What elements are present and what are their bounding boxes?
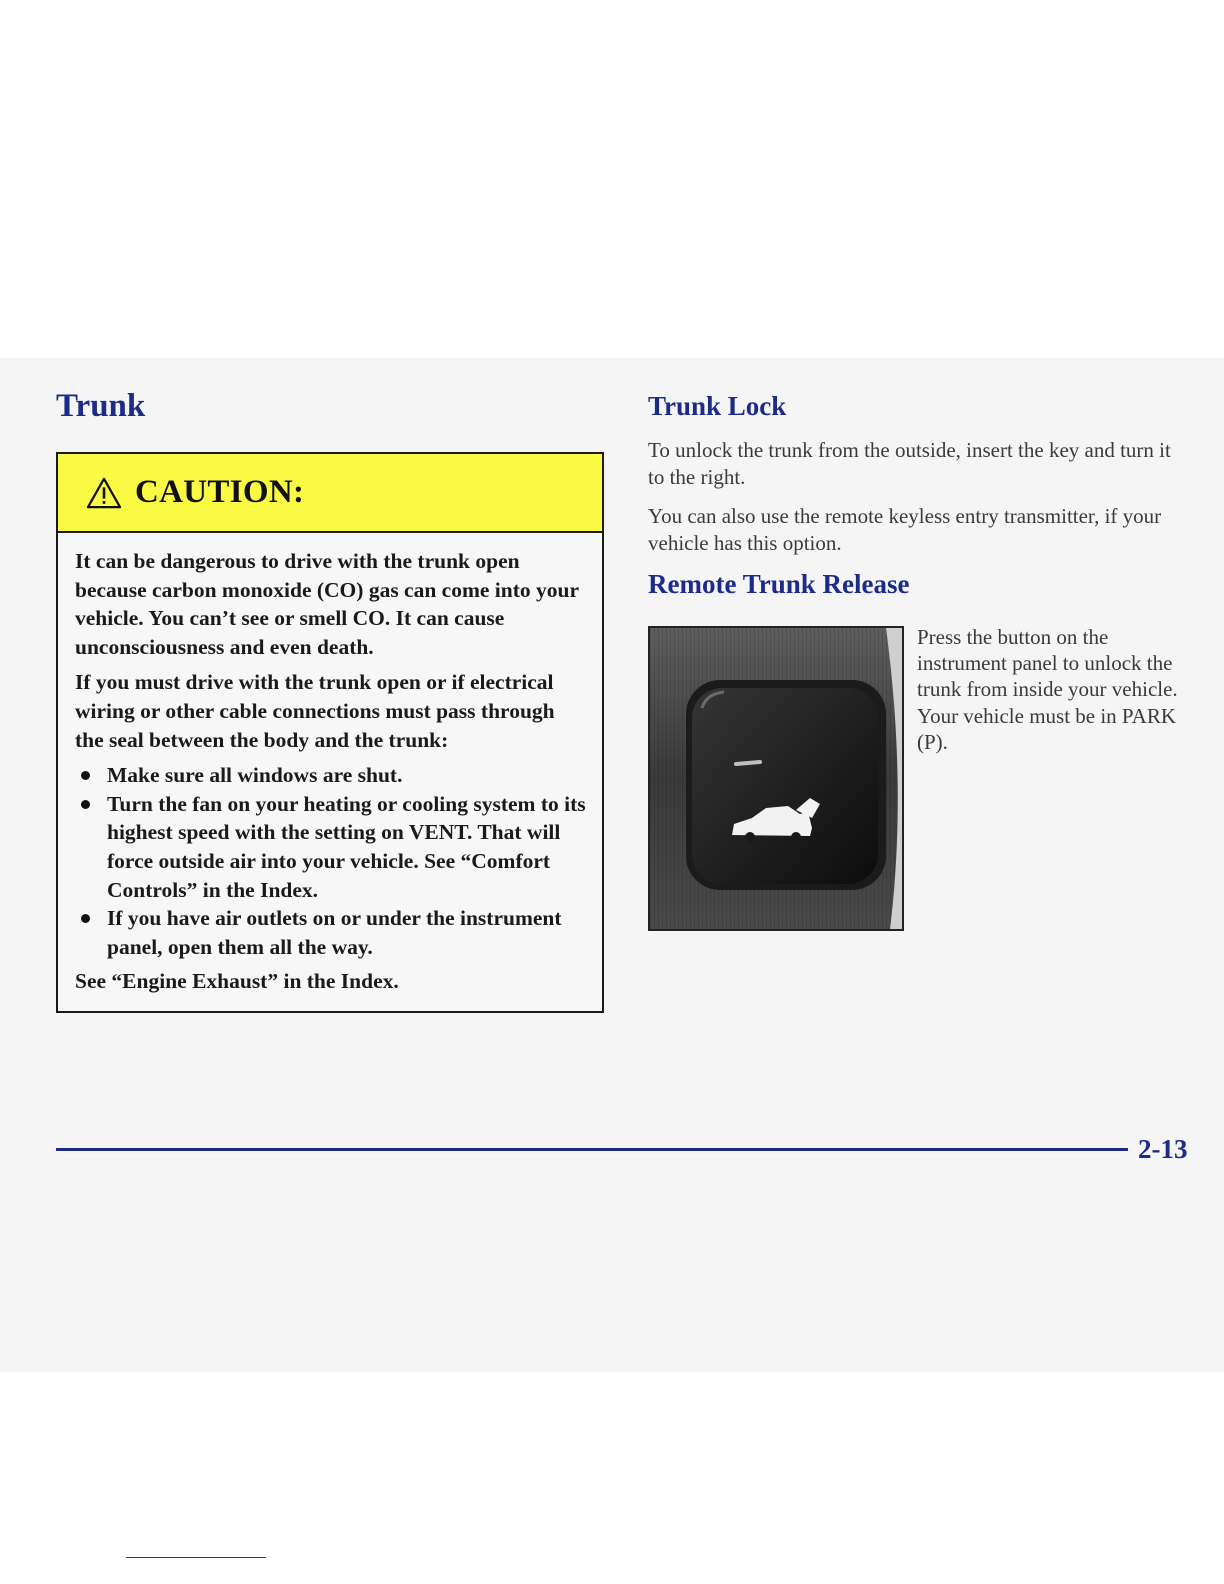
- caution-title: CAUTION:: [135, 474, 305, 510]
- trunk-lock-paragraph: You can also use the remote keyless entry transmitter, if your vehicle has this option.: [648, 504, 1162, 555]
- footer-rule: [56, 1148, 1128, 1151]
- bottom-rule: [126, 1557, 266, 1558]
- trunk-release-photo-graphic: [650, 628, 902, 929]
- bullet-icon: [81, 800, 90, 809]
- trunk-release-button-photo: [648, 626, 904, 931]
- trunk-lock-heading: Trunk Lock: [648, 391, 787, 421]
- bullet-text: If you have air outlets on or under the instrument panel, open them all the way.: [107, 906, 562, 959]
- bullet-text: Turn the fan on your heating or cooling system to its highest speed with the setting on VENT. That will force outside air into your vehicle. See “Comfort Controls” in the Index.: [107, 791, 586, 902]
- bullet-item: [75, 904, 586, 961]
- caution-box: [56, 452, 604, 1013]
- caution-footer: See “Engine Exhaust” in the Index.: [75, 969, 399, 994]
- bullet-icon: [81, 771, 90, 780]
- bullet-item: [75, 790, 586, 904]
- caution-body: [58, 533, 602, 996]
- caution-paragraph: If you must drive with the trunk open or if electrical wiring or other cable connections must pass through the seal between the body and the trunk:: [75, 670, 555, 752]
- trunk-lock-paragraph: To unlock the trunk from the outside, insert the key and turn it to the right.: [648, 438, 1171, 489]
- bullet-icon: [81, 914, 90, 923]
- bullet-item: [75, 761, 586, 790]
- page-number: 2-13: [1138, 1134, 1188, 1164]
- warning-triangle-icon: [85, 476, 123, 510]
- caution-header: [58, 454, 602, 533]
- bullet-text: Make sure all windows are shut.: [107, 763, 403, 788]
- remote-trunk-release-heading: Remote Trunk Release: [648, 569, 910, 599]
- caution-bullet-list: [75, 761, 586, 961]
- caution-paragraph: It can be dangerous to drive with the trunk open because carbon monoxide (CO) gas can come into your vehicle. You can’t see or smell CO. It can cause unconsciousness and even death.: [75, 549, 579, 659]
- remote-trunk-release-text: Press the button on the instrument panel to unlock the trunk from inside your vehicle. Your vehicle must be in PARK (P).: [917, 625, 1178, 754]
- trunk-heading: Trunk: [56, 388, 146, 424]
